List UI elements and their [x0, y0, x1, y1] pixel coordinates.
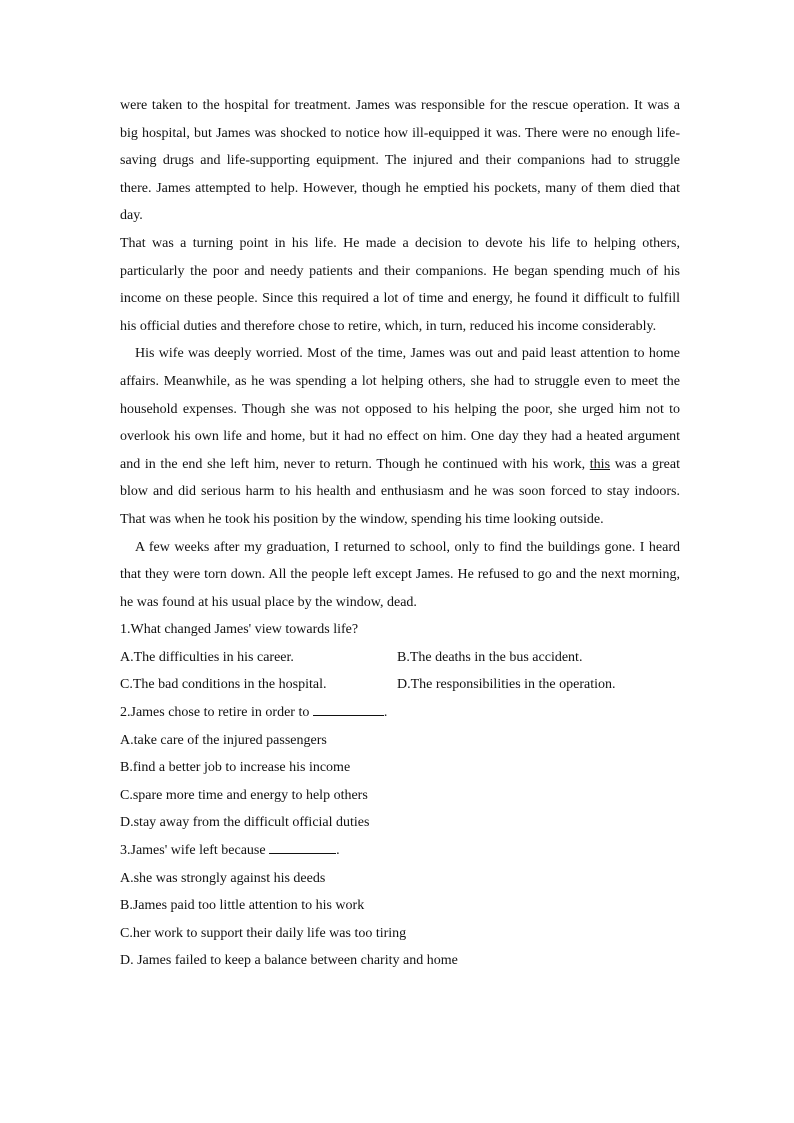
- passage-paragraph-3: [120, 340, 680, 533]
- passage-paragraph-2: That was a turning point in his life. He made a decision to devote his life to helping others, particularly the poor and needy patients and their companions. He began spending much of his income on these people. Since this required a lot of time and energy, he found it difficult to fulfill his official duties and therefore chose to retire, which, in turn, reduced his income considerably.: [120, 235, 680, 334]
- passage-paragraph-1: were taken to the hospital for treatment. James was responsible for the rescue operation. It was a big hospital, but James was shocked to notice how ill-equipped it was. There were no enough life-saving drugs and life-supporting equipment. The injured and their companions had to struggle there. James attempted to help. However, though he emptied his pockets, many of them died that day.: [120, 98, 680, 224]
- answer-blank-2: [313, 701, 384, 716]
- question-3-stem: [120, 837, 680, 865]
- question-1-stem: 1.What changed James' view towards life?: [120, 622, 359, 638]
- question-2-stem-text: 2.James chose to retire in order to: [120, 705, 313, 721]
- question-3-option-b: B.James paid too little attention to his work: [120, 898, 365, 914]
- question-1-option-b: B.The deaths in the bus accident.: [397, 649, 583, 665]
- question-1-option-a: A.The difficulties in his career.: [120, 649, 294, 665]
- question-3-stem-text: 3.James' wife left because: [120, 843, 270, 859]
- passage-paragraph-4: A few weeks after my graduation, I returned to school, only to find the buildings gone. I heard that they were torn down. All the people left except James. He refused to go and the next morning, he was found at his usual place by the window, dead.: [120, 539, 680, 610]
- question-3-option-a: A.she was strongly against his deeds: [120, 870, 326, 886]
- question-1-options-row-1: [120, 644, 680, 672]
- question-2-option-c: C.spare more time and energy to help others: [120, 787, 368, 803]
- question-2-stem: [120, 699, 680, 727]
- question-2-option-a: A.take care of the injured passengers: [120, 732, 327, 748]
- underlined-word-this: this: [589, 456, 611, 472]
- question-2-stem-end: .: [383, 705, 388, 721]
- document-body: [120, 92, 680, 975]
- paragraph-3-text-end: was a great blow and did serious harm to his health and enthusiasm and he was soon forced to stay indoors. That was when he took his position by the window, spending his time looking outside.: [120, 456, 680, 527]
- question-2-option-b: B.find a better job to increase his income: [120, 760, 351, 776]
- question-2-option-d: D.stay away from the difficult official duties: [120, 815, 370, 831]
- answer-blank-3: [269, 839, 336, 854]
- question-3-stem-end: .: [336, 843, 340, 859]
- question-3-option-c: C.her work to support their daily life was too tiring: [120, 925, 407, 941]
- question-3-option-d: D. James failed to keep a balance between charity and home: [120, 953, 458, 969]
- question-1-options-row-2: [120, 671, 680, 699]
- paragraph-3-text-start: His wife was deeply worried. Most of the time, James was out and paid least attention to home affairs. Meanwhile, as he was spending a lot helping others, she had to struggle even to meet the household expenses. Though she was not opposed to his helping the poor, she urged him not to overlook his own life and home, but it had no effect on him. One day they had a heated argument and in the end she left him, never to return. Though he continued with his work,: [120, 346, 680, 472]
- question-1-option-c: C.The bad conditions in the hospital.: [120, 677, 327, 693]
- question-1-option-d: D.The responsibilities in the operation.: [397, 677, 616, 693]
